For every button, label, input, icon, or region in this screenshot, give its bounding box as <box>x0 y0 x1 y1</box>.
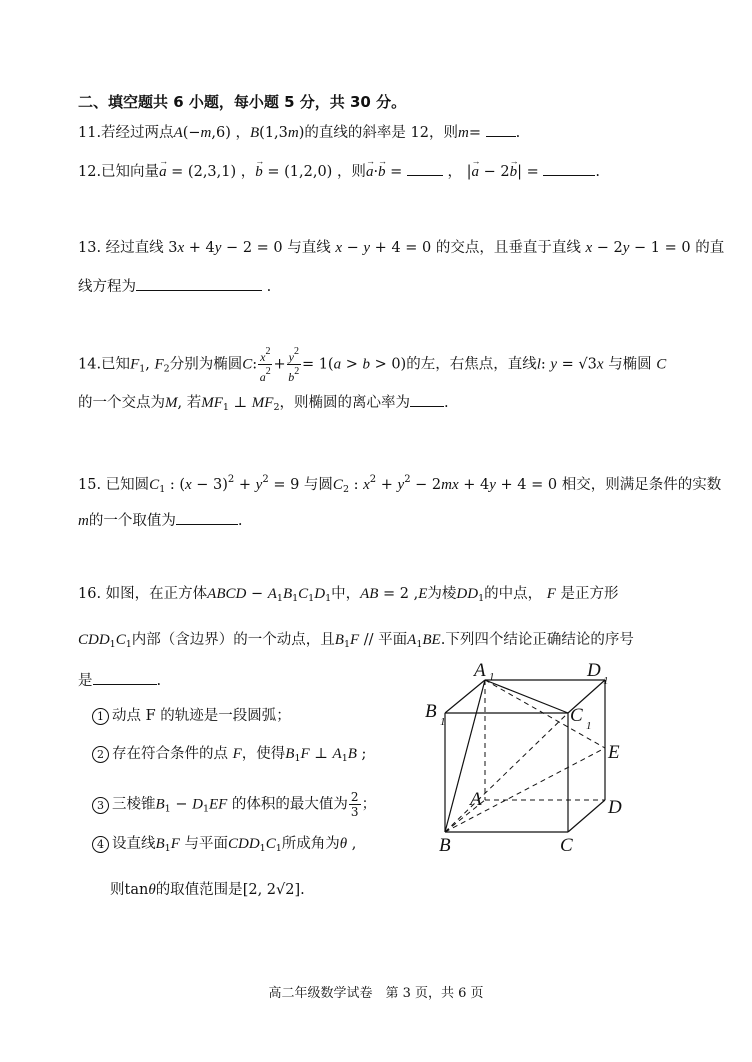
option-4-continued: 则tanθ的取值范围是[2, 2√2]. <box>110 882 305 898</box>
label-c: C <box>560 835 573 856</box>
answer-blank[interactable] <box>407 161 443 176</box>
label-c1-sub: 1 <box>586 720 592 732</box>
question-13-line-1: 13. 经过直线 3x + 4y − 2 = 0 与直线 x − y + 4 = 0 的交点，且垂直于直线 x − 2y − 1 = 0 的直 <box>78 240 725 256</box>
answer-blank[interactable] <box>176 510 238 525</box>
edge-b1-a1 <box>445 680 485 713</box>
answer-blank[interactable] <box>136 276 262 291</box>
label-d1-sub: 1 <box>603 675 609 687</box>
label-a: A <box>470 789 482 810</box>
label-e: E <box>608 742 620 763</box>
option-1: 1 动点 F 的轨迹是一段圆弧； <box>92 706 291 726</box>
label-d: D <box>608 797 622 818</box>
option-3: 3 三棱锥$B_1 - D_1EF$ 的体积的最大值为 $\frac{2}{3}$ ； <box>92 790 376 820</box>
question-11: 11.若经过两点A(−m,6) ，B(1,3m)的直线的斜率是 12，则m= . <box>78 122 520 143</box>
hidden-segment-a1-e <box>485 680 605 748</box>
answer-blank[interactable] <box>410 392 444 407</box>
section-title: 二、填空题共 6 小题，每小题 5 分，共 30 分。 <box>78 93 407 111</box>
question-13-line-2: 线方程为 . <box>78 276 271 297</box>
hidden-segment-b-c1 <box>445 713 568 832</box>
hidden-segment-b-e <box>445 748 605 832</box>
option-2: 2 存在符合条件的点 F，使得$B_1F$ ⊥ $A_1B$ ; <box>92 744 366 769</box>
circled-number-3: 3 <box>92 797 109 814</box>
question-16-line-1: 16. 如图，在正方体ABCD − $A_1B_1C_1D_1$中，AB = 2 ,E为棱$DD_1$的中点， F 是正方形 <box>78 586 619 604</box>
circled-number-1: 1 <box>92 708 109 725</box>
edge-c-d <box>568 800 605 832</box>
question-15-line-2: m的一个取值为 . <box>78 510 242 531</box>
question-15-line-1: 15. 已知圆$C_1$ : $(x - 3)^2 + y^2 = 9$ 与圆$C_2$ : $x^2 + y^2 - 2mx + 4y + 4 = 0$ 相交，则满足条件的实数 <box>78 474 722 495</box>
hidden-edge-b-a <box>445 800 485 832</box>
circled-number-2: 2 <box>92 746 109 763</box>
edge-b-a1 <box>445 680 485 832</box>
answer-blank[interactable] <box>486 122 516 137</box>
label-b1-sub: 1 <box>440 716 446 728</box>
question-16-line-3: 是 . <box>78 670 161 691</box>
segment-a1-c1 <box>485 680 568 713</box>
page-footer: 高二年级数学试卷 第 3 页，共 6 页 <box>268 986 484 1001</box>
question-16-line-2: $CDD_1C_1$内部（含边界）的一个动点，且$B_1F$ // 平面$A_1BE$.下列四个结论正确结论的序号 <box>78 632 634 650</box>
answer-blank[interactable] <box>543 161 595 176</box>
circled-number-4: 4 <box>92 836 109 853</box>
label-a1-sub: 1 <box>489 671 495 683</box>
edge-c1-d1 <box>568 680 605 713</box>
option-4: 4 设直线$B_1F$ 与平面$CDD_1C_1$所成角为θ , <box>92 834 356 859</box>
label-b1: B <box>425 701 437 722</box>
question-14-line-2: 的一个交点为M, 若$MF_1$ ⊥ $MF_2$，则椭圆的离心率为 . <box>78 392 449 418</box>
label-c1: C <box>570 705 583 726</box>
question-12: 12.已知向量→ a = (2,3,1) ，→ b = (1,2,0) ，则→ a·→ b = ， |→ a − 2→ b| = . <box>78 161 600 182</box>
question-14-line-1: 14.已知$F_1$, $F_2$分别为椭圆C: $\frac{x^2}{a^2}$ + $\frac{y^2}{b^2}$ = 1(a > b > 0)的左，右焦点，直线l: y = √3x 与椭圆 C <box>78 346 667 384</box>
answer-blank[interactable] <box>93 670 157 685</box>
label-b: B <box>439 835 451 856</box>
label-d1: D <box>587 660 601 681</box>
label-a1: A <box>474 660 486 681</box>
